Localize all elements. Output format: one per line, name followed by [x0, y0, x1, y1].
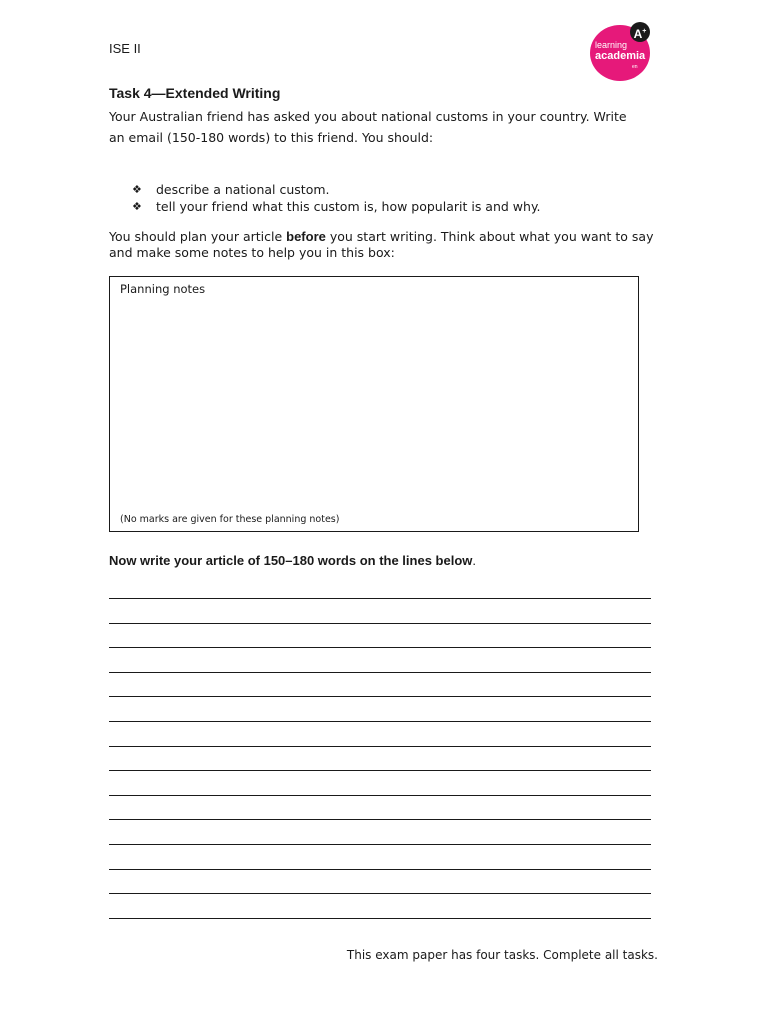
learning-academia-logo: [590, 22, 654, 86]
writing-line[interactable]: [109, 696, 651, 721]
planning-notes-disclaimer: (No marks are given for these planning notes): [120, 514, 340, 525]
logo-badge-letter: A: [633, 27, 643, 41]
writing-line[interactable]: [109, 598, 651, 623]
logo-badge-plus: +: [642, 28, 647, 35]
writing-line[interactable]: [109, 844, 651, 869]
writing-line[interactable]: [109, 770, 651, 795]
writing-line[interactable]: [109, 647, 651, 672]
writing-line[interactable]: [109, 795, 651, 820]
planning-instruction-post: you start writing. Think about what you want to say and make some notes to help you in this box:: [109, 229, 654, 260]
writing-instruction-end: .: [472, 553, 477, 568]
task-bullet-list: [132, 181, 541, 215]
writing-lines[interactable]: [109, 598, 651, 942]
diamond-bullet-icon: ❖: [132, 183, 142, 196]
writing-line[interactable]: [109, 672, 651, 697]
writing-line[interactable]: [109, 893, 651, 918]
planning-notes-box[interactable]: [109, 276, 639, 532]
planning-instruction: [109, 229, 669, 261]
task-bullet-text: tell your friend what this custom is, how popularit is and why.: [156, 199, 541, 214]
planning-instruction-bold: before: [286, 229, 326, 244]
logo-badge: [630, 22, 650, 42]
writing-line[interactable]: [109, 721, 651, 746]
writing-instruction: [109, 553, 476, 568]
logo-text-academia: academia: [595, 50, 646, 62]
task-bullet-item: [132, 198, 541, 215]
task-intro: Your Australian friend has asked you about national customs in your country. Write an email (150-180 words) to this friend. You should:: [109, 109, 627, 145]
planning-notes-label: Planning notes: [120, 282, 206, 296]
footer-note: This exam paper has four tasks. Complete all tasks.: [346, 948, 658, 962]
task-title: Task 4—Extended Writing: [109, 85, 281, 101]
writing-line[interactable]: [109, 623, 651, 648]
writing-line[interactable]: [109, 746, 651, 771]
planning-instruction-pre: You should plan your article: [109, 229, 287, 244]
task-bullet-text: describe a national custom.: [156, 182, 330, 197]
writing-line[interactable]: [109, 819, 651, 844]
logo-text-en: en: [632, 64, 638, 70]
diamond-bullet-icon: ❖: [132, 200, 142, 213]
writing-line[interactable]: [109, 869, 651, 894]
task-bullet-item: [132, 181, 541, 198]
writing-line[interactable]: [109, 918, 651, 943]
logo-text-learning: learning: [595, 40, 628, 50]
exam-code: ISE II: [109, 41, 141, 56]
writing-instruction-text: Now write your article of 150–180 words on the lines below: [109, 553, 473, 568]
